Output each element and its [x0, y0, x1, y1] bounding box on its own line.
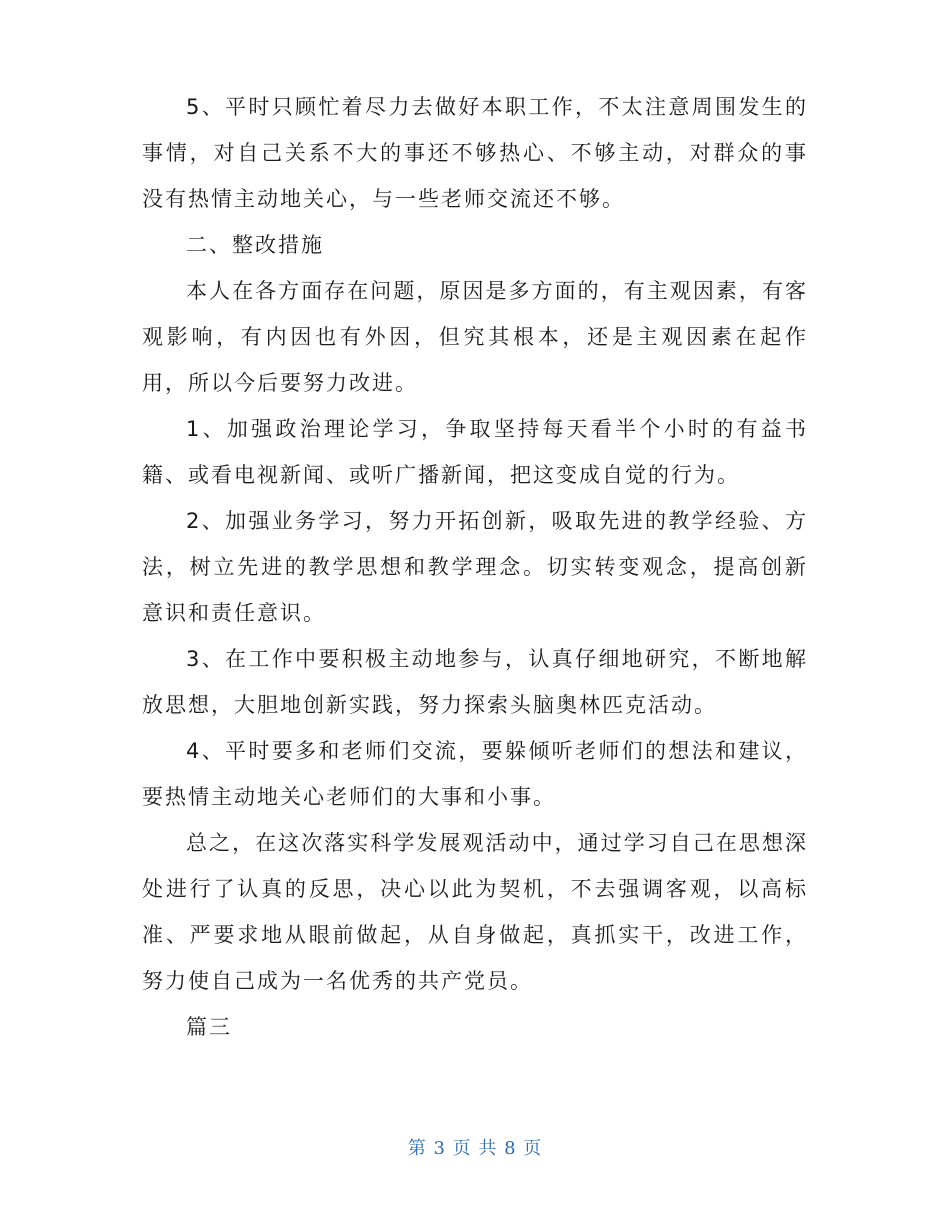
paragraph-measure-4: 4、平时要多和老师们交流，要躲倾听老师们的想法和建议，要热情主动地关心老师们的大事和小事。 [142, 739, 808, 809]
section-heading-part-three: 篇三 [186, 1015, 232, 1039]
paragraph-measure-1: 1、加强政治理论学习，争取坚持每天看半个小时的有益书籍、或看电视新闻、或听广播新闻，把这变成自觉的行为。 [142, 417, 808, 487]
page-footer: 第 3 页 共 8 页 [407, 1138, 543, 1159]
document-body [142, 84, 808, 1050]
paragraph-summary: 总之，在这次落实科学发展观活动中，通过学习自己在思想深处进行了认真的反思，决心以此为契机，不去强调客观，以高标准、严要求地从眼前做起，从自身做起，真抓实干，改进工作，努力使自己成为一名优秀的共产党员。 [142, 831, 808, 993]
paragraph-cause-analysis: 本人在各方面存在问题，原因是多方面的，有主观因素，有客观影响，有内因也有外因，但究其根本，还是主观因素在起作用，所以今后要努力改进。 [142, 279, 808, 395]
paragraph-item-5: 5、平时只顾忙着尽力去做好本职工作，不太注意周围发生的事情，对自己关系不大的事还不够热心、不够主动，对群众的事没有热情主动地关心，与一些老师交流还不够。 [142, 95, 808, 211]
paragraph-measure-3: 3、在工作中要积极主动地参与，认真仔细地研究，不断地解放思想，大胆地创新实践，努力探索头脑奥林匹克活动。 [142, 647, 808, 717]
section-heading-rectification: 二、整改措施 [186, 233, 324, 257]
paragraph-measure-2: 2、加强业务学习，努力开拓创新，吸取先进的教学经验、方法，树立先进的教学思想和教学理念。切实转变观念，提高创新意识和责任意识。 [142, 509, 808, 625]
